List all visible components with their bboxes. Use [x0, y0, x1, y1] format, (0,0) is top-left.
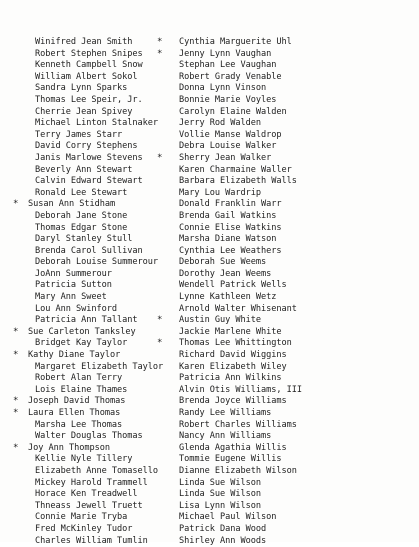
- list-item: [167, 165, 412, 177]
- person-name: Glenda Agathia Willis: [179, 442, 287, 453]
- person-name: Thneass Jewell Truett: [35, 500, 143, 511]
- list-item: [167, 385, 412, 397]
- person-name: Deborah Jane Stone: [35, 210, 128, 221]
- list-item: [167, 83, 412, 95]
- person-name: Thomas Lee Speir, Jr.: [35, 94, 143, 105]
- person-name: Kenneth Campbell Snow: [35, 60, 143, 71]
- list-item: [167, 130, 412, 142]
- list-item: [167, 536, 412, 547]
- list-item: [167, 118, 412, 130]
- person-name: Charles William Tumlin: [35, 535, 148, 546]
- list-item: [157, 152, 412, 165]
- person-name: Debra Louise Walker: [179, 141, 277, 152]
- person-name: Brenda Gail Watkins: [179, 210, 277, 221]
- asterisk-marker: *: [157, 48, 163, 59]
- person-name: Patricia Ann Tallant: [35, 315, 138, 326]
- person-name: Donald Franklin Warr: [179, 199, 282, 210]
- person-name: Deborah Louise Summerour: [35, 257, 158, 268]
- list-item: [167, 176, 412, 188]
- list-item: [167, 188, 412, 200]
- person-name: Lou Ann Swinford: [35, 303, 117, 314]
- person-name: Brenda Joyce Williams: [179, 396, 287, 407]
- list-item: [157, 315, 412, 327]
- list-item: [167, 269, 412, 281]
- person-name: Susan Ann Stidham: [28, 199, 116, 210]
- person-name: Sherry Jean Walker: [179, 152, 272, 163]
- list-item: [167, 466, 412, 478]
- list-item: [167, 408, 412, 420]
- list-item: [167, 211, 412, 223]
- list-item: [167, 107, 412, 119]
- person-name: Lois Elaine Thames: [35, 384, 128, 395]
- list-item: [167, 431, 412, 443]
- person-name: Cherrie Jean Spivey: [35, 106, 133, 117]
- person-name: Jerry Rod Walden: [179, 118, 261, 129]
- asterisk-marker: *: [13, 442, 19, 453]
- person-name: Brenda Carol Sullivan: [35, 245, 143, 256]
- list-item: [167, 478, 412, 490]
- person-name: Janis Marlowe Stevens: [35, 152, 143, 163]
- list-item: [167, 199, 412, 211]
- person-name: Thomas Edgar Stone: [35, 222, 128, 233]
- list-item: [167, 223, 412, 235]
- person-name: Randy Lee Williams: [179, 408, 272, 418]
- person-name: Karen Elizabeth Wiley: [179, 361, 287, 372]
- list-item: [167, 141, 412, 153]
- person-name: Austin Guy White: [179, 315, 261, 326]
- list-item: [157, 37, 412, 49]
- person-name: William Albert Sokol: [35, 71, 138, 82]
- name-list-right-column: [157, 37, 412, 547]
- list-item: [167, 327, 412, 339]
- person-name: Mary Lou Wardrip: [179, 187, 261, 198]
- list-item: [167, 396, 412, 408]
- person-name: Jackie Marlene White: [179, 326, 282, 337]
- asterisk-marker: *: [13, 396, 19, 407]
- person-name: Nancy Ann Williams: [179, 431, 272, 442]
- person-name: Linda Sue Wilson: [179, 477, 261, 488]
- person-name: Linda Sue Wilson: [179, 489, 261, 500]
- person-name: Horace Ken Treadwell: [35, 489, 138, 500]
- asterisk-marker: *: [13, 199, 19, 210]
- list-item: [157, 338, 412, 350]
- list-item: [167, 72, 412, 84]
- person-name: Arnold Walter Whisenant: [179, 303, 297, 314]
- person-name: Beverly Ann Stewart: [35, 164, 133, 175]
- person-name: Richard David Wiggins: [179, 350, 287, 361]
- person-name: Donna Lynn Vinson: [179, 83, 267, 94]
- person-name: Robert Alan Terry: [35, 373, 123, 384]
- person-name: Dorothy Jean Weems: [179, 268, 272, 279]
- list-item: [167, 512, 412, 524]
- person-name: Daryl Stanley Stull: [35, 234, 133, 245]
- person-name: Sue Carleton Tanksley: [28, 326, 136, 337]
- person-name: Marsha Diane Watson: [179, 234, 277, 245]
- person-name: Lisa Lynn Wilson: [179, 500, 261, 511]
- person-name: David Corry Stephens: [35, 141, 138, 152]
- person-name: Elizabeth Anne Tomasello: [35, 465, 158, 476]
- list-item: [167, 60, 412, 72]
- list-item: [167, 280, 412, 292]
- person-name: Mary Ann Sweet: [35, 292, 107, 303]
- person-name: Cynthia Lee Weathers: [179, 245, 282, 256]
- person-name: Karen Charmaine Waller: [179, 164, 292, 175]
- person-name: Patricia Ann Wilkins: [179, 373, 282, 384]
- person-name: Cynthia Marguerite Uhl: [179, 37, 292, 47]
- asterisk-marker: *: [157, 37, 163, 47]
- person-name: Walter Douglas Thomas: [35, 431, 143, 442]
- list-item: [167, 443, 412, 455]
- list-item: [167, 524, 412, 536]
- list-item: [167, 304, 412, 316]
- person-name: Winifred Jean Smith: [35, 37, 133, 47]
- person-name: Mickey Harold Trammell: [35, 477, 148, 488]
- person-name: Thomas Lee Whittington: [179, 338, 292, 349]
- person-name: Kellie Nyle Tillery: [35, 454, 133, 465]
- person-name: Dianne Elizabeth Wilson: [179, 465, 297, 476]
- list-item: [167, 234, 412, 246]
- list-item: [167, 489, 412, 501]
- person-name: Patrick Dana Wood: [179, 523, 267, 534]
- list-item: [167, 501, 412, 513]
- person-name: Stephan Lee Vaughan: [179, 60, 277, 71]
- person-name: Barbara Elizabeth Walls: [179, 176, 297, 187]
- person-name: Deborah Sue Weems: [179, 257, 267, 268]
- person-name: Michael Paul Wilson: [179, 512, 277, 523]
- person-name: Joseph David Thomas: [28, 396, 126, 407]
- person-name: Margaret Elizabeth Taylor: [35, 361, 164, 372]
- list-item: [167, 257, 412, 269]
- list-item: [167, 95, 412, 107]
- person-name: Bridget Kay Taylor: [35, 338, 128, 349]
- list-item: [157, 48, 412, 61]
- person-name: Fred McKinley Tudor: [35, 523, 133, 534]
- person-name: Terry James Starr: [35, 129, 123, 140]
- asterisk-marker: *: [13, 408, 19, 418]
- list-item: [167, 292, 412, 304]
- person-name: Connie Elise Watkins: [179, 222, 282, 233]
- person-name: Ronald Lee Stewart: [35, 187, 128, 198]
- person-name: Carolyn Elaine Walden: [179, 106, 287, 117]
- person-name: Robert Charles Williams: [179, 419, 297, 430]
- list-item: [167, 350, 412, 362]
- person-name: Bonnie Marie Voyles: [179, 94, 277, 105]
- person-name: Connie Marie Tryba: [35, 512, 128, 523]
- person-name: Jenny Lynn Vaughan: [179, 48, 272, 59]
- person-name: Lynne Kathleen Wetz: [179, 292, 277, 303]
- asterisk-marker: *: [157, 338, 163, 349]
- person-name: Kathy Diane Taylor: [28, 350, 121, 361]
- person-name: Robert Stephen Snipes: [35, 48, 143, 59]
- person-name: Alvin Otis Williams, III: [179, 384, 302, 395]
- person-name: Joy Ann Thompson: [28, 442, 110, 453]
- list-item: [167, 362, 412, 374]
- asterisk-marker: *: [157, 315, 163, 326]
- asterisk-marker: *: [157, 152, 163, 163]
- person-name: Shirley Ann Woods: [179, 535, 267, 546]
- person-name: JoAnn Summerour: [35, 268, 112, 279]
- list-item: [167, 246, 412, 258]
- person-name: Calvin Edward Stewart: [35, 176, 143, 187]
- person-name: Wendell Patrick Wells: [179, 280, 287, 291]
- list-item: [167, 373, 412, 385]
- asterisk-marker: *: [13, 350, 19, 361]
- list-item: [167, 420, 412, 432]
- asterisk-marker: *: [13, 326, 19, 337]
- person-name: Patricia Sutton: [35, 280, 112, 291]
- person-name: Michael Linton Stalnaker: [35, 118, 158, 129]
- person-name: Sandra Lynn Sparks: [35, 83, 128, 94]
- person-name: Marsha Lee Thomas: [35, 419, 123, 430]
- person-name: Laura Ellen Thomas: [28, 408, 121, 418]
- list-item: [167, 454, 412, 466]
- person-name: Vollie Manse Waldrop: [179, 129, 282, 140]
- person-name: Robert Grady Venable: [179, 71, 282, 82]
- person-name: Tommie Eugene Willis: [179, 454, 282, 465]
